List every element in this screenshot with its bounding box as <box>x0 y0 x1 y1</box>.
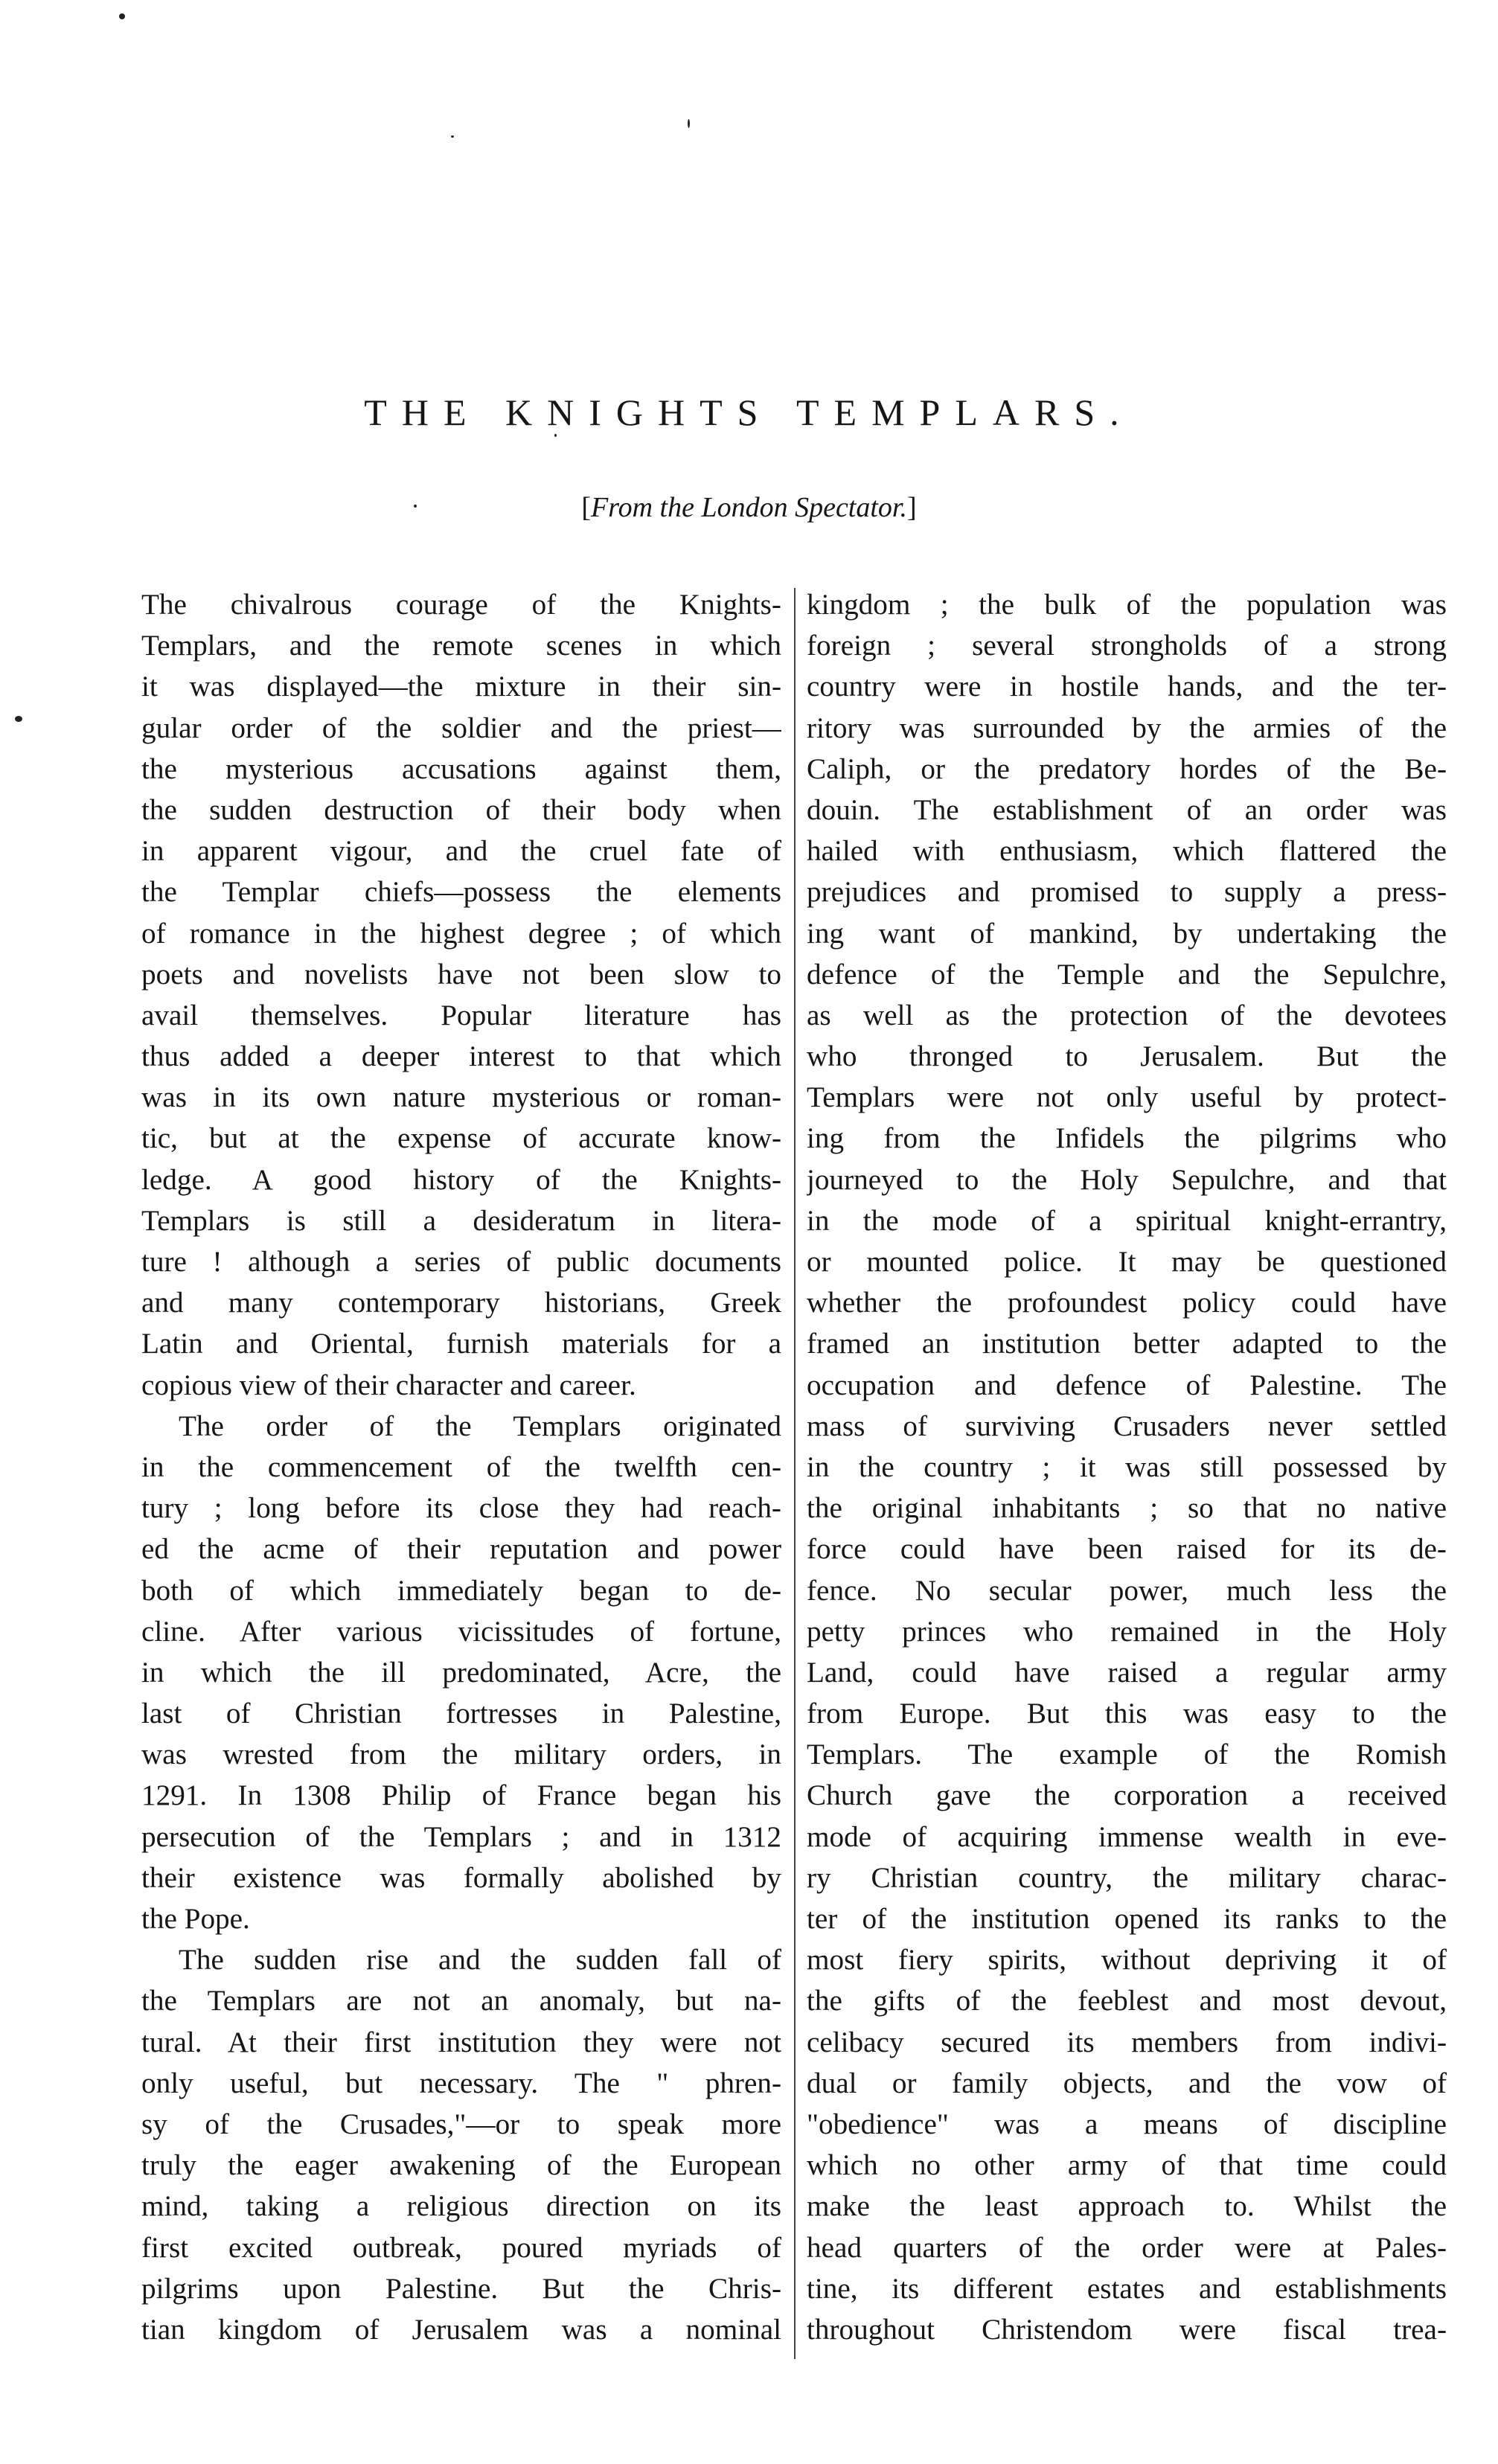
text-line: force could have been raised for its de- <box>807 1533 1447 1566</box>
text-line: most fiery spirits, without depriving it of <box>807 1944 1447 1977</box>
text-line: whether the profoundest policy could have <box>807 1287 1447 1319</box>
scan-speck <box>119 13 125 19</box>
text-line: from Europe. But this was easy to the <box>807 1697 1447 1730</box>
text-line: prejudices and promised to supply a press- <box>807 876 1447 909</box>
text-line: head quarters of the order were at Pales- <box>807 2231 1447 2264</box>
left-column <box>141 584 781 2350</box>
text-line: tural. At their first institution they were not <box>141 2026 781 2058</box>
text-line: douin. The establishment of an order was <box>807 793 1447 826</box>
text-line: their existence was formally abolished by <box>141 1861 781 1894</box>
text-line: tine, its different estates and establishments <box>807 2272 1447 2305</box>
text-line: the original inhabitants ; so that no native <box>807 1492 1447 1525</box>
text-line: 1291. In 1308 Philip of France began his <box>141 1779 781 1812</box>
text-line: mass of surviving Crusaders never settled <box>807 1409 1447 1442</box>
text-line: the Templar chiefs—possess the elements <box>141 876 781 909</box>
text-line: was in its own nature mysterious or roman- <box>141 1081 781 1114</box>
text-line: framed an institution better adapted to the <box>807 1328 1447 1360</box>
text-line: gular order of the soldier and the priest— <box>141 711 781 744</box>
article-title: THE KNIGHTS TEMPLARS. <box>364 391 1134 433</box>
text-line: only useful, but necessary. The " phren- <box>141 2067 781 2099</box>
text-line: Latin and Oriental, furnish materials for a <box>141 1328 781 1360</box>
text-line: Templars were not only useful by protect- <box>807 1081 1447 1114</box>
scan-speck <box>554 434 557 437</box>
text-line: which no other army of that time could <box>807 2149 1447 2182</box>
scan-speck <box>688 119 690 128</box>
text-line: ry Christian country, the military charac- <box>807 1861 1447 1894</box>
scan-speck <box>15 716 22 722</box>
text-line: Church gave the corporation a received <box>807 1779 1447 1812</box>
text-line: petty princes who remained in the Holy <box>807 1615 1447 1648</box>
text-line: ledge. A good history of the Knights- <box>141 1163 781 1196</box>
text-line: fence. No secular power, much less the <box>807 1574 1447 1607</box>
text-line: tury ; long before its close they had reach- <box>141 1492 781 1525</box>
text-line: throughout Christendom were fiscal trea- <box>807 2313 1447 2346</box>
text-line: ing want of mankind, by undertaking the <box>807 917 1447 950</box>
text-line: Caliph, or the predatory hordes of the Be- <box>807 752 1447 785</box>
text-line: "obedience" was a means of discipline <box>807 2108 1447 2140</box>
text-line: first excited outbreak, poured myriads of <box>141 2231 781 2264</box>
text-line: in the country ; it was still possessed by <box>807 1450 1447 1483</box>
text-line: country were in hostile hands, and the ter- <box>807 671 1447 703</box>
text-line: and many contemporary historians, Greek <box>141 1287 781 1319</box>
column-divider <box>794 588 796 2359</box>
text-line: the sudden destruction of their body when <box>141 793 781 826</box>
text-line: poets and novelists have not been slow to <box>141 958 781 991</box>
text-line: ed the acme of their reputation and power <box>141 1533 781 1566</box>
text-line: last of Christian fortresses in Palestine, <box>141 1697 781 1730</box>
text-line: who thronged to Jerusalem. But the <box>807 1040 1447 1073</box>
text-line: Land, could have raised a regular army <box>807 1656 1447 1689</box>
text-line: ritory was surrounded by the armies of the <box>807 711 1447 744</box>
text-line: mode of acquiring immense wealth in eve- <box>807 1820 1447 1853</box>
text-line: pilgrims upon Palestine. But the Chris- <box>141 2272 781 2305</box>
text-line: copious view of their character and career. <box>141 1369 636 1401</box>
text-line: persecution of the Templars ; and in 1312 <box>141 1820 781 1853</box>
text-line: The sudden rise and the sudden fall of <box>179 1944 781 1977</box>
article-source: [From the London Spectator.] <box>581 492 917 523</box>
text-line: foreign ; several strongholds of a strong <box>807 630 1447 662</box>
text-line: truly the eager awakening of the European <box>141 2149 781 2182</box>
text-line: ing from the Infidels the pilgrims who <box>807 1122 1447 1155</box>
text-line: kingdom ; the bulk of the population was <box>807 589 1447 621</box>
scan-speck <box>451 135 454 138</box>
text-line: Templars is still a desideratum in litera- <box>141 1204 781 1237</box>
text-line: The chivalrous courage of the Knights- <box>141 589 781 621</box>
text-line: in the mode of a spiritual knight-errantry, <box>807 1204 1447 1237</box>
text-line: thus added a deeper interest to that which <box>141 1040 781 1073</box>
text-line: both of which immediately began to de- <box>141 1574 781 1607</box>
text-line: was wrested from the military orders, in <box>141 1738 781 1771</box>
text-line: hailed with enthusiasm, which flattered the <box>807 835 1447 868</box>
text-line: tian kingdom of Jerusalem was a nominal <box>141 2313 781 2346</box>
text-line: dual or family objects, and the vow of <box>807 2067 1447 2099</box>
text-line: make the least approach to. Whilst the <box>807 2190 1447 2223</box>
text-line: mind, taking a religious direction on its <box>141 2190 781 2223</box>
text-line: defence of the Temple and the Sepulchre, <box>807 958 1447 991</box>
text-line: the Templars are not an anomaly, but na- <box>141 1985 781 2017</box>
text-line: cline. After various vicissitudes of fortune, <box>141 1615 781 1648</box>
text-line: it was displayed—the mixture in their sin- <box>141 671 781 703</box>
text-line: ture ! although a series of public documents <box>141 1246 781 1278</box>
text-line: Templars, and the remote scenes in which <box>141 630 781 662</box>
text-line: Templars. The example of the Romish <box>807 1738 1447 1771</box>
text-line: celibacy secured its members from indivi- <box>807 2026 1447 2058</box>
text-line: journeyed to the Holy Sepulchre, and that <box>807 1163 1447 1196</box>
text-line: in apparent vigour, and the cruel fate of <box>141 835 781 868</box>
text-line: the Pope. <box>141 1903 250 1935</box>
text-line: in the commencement of the twelfth cen- <box>141 1450 781 1483</box>
text-line: tic, but at the expense of accurate know- <box>141 1122 781 1155</box>
text-line: The order of the Templars originated <box>179 1409 781 1442</box>
source-publication: From the London Spectator. <box>590 492 907 523</box>
text-line: the mysterious accusations against them, <box>141 752 781 785</box>
text-line: avail themselves. Popular literature has <box>141 999 781 1031</box>
text-line: the gifts of the feeblest and most devout, <box>807 1985 1447 2017</box>
text-line: ter of the institution opened its ranks to the <box>807 1903 1447 1935</box>
text-line: or mounted police. It may be questioned <box>807 1246 1447 1278</box>
text-line: as well as the protection of the devotees <box>807 999 1447 1031</box>
text-line: occupation and defence of Palestine. The <box>807 1369 1447 1401</box>
text-line: in which the ill predominated, Acre, the <box>141 1656 781 1689</box>
text-line: of romance in the highest degree ; of which <box>141 917 781 950</box>
text-line: sy of the Crusades,"—or to speak more <box>141 2108 781 2140</box>
right-column <box>807 584 1447 2350</box>
